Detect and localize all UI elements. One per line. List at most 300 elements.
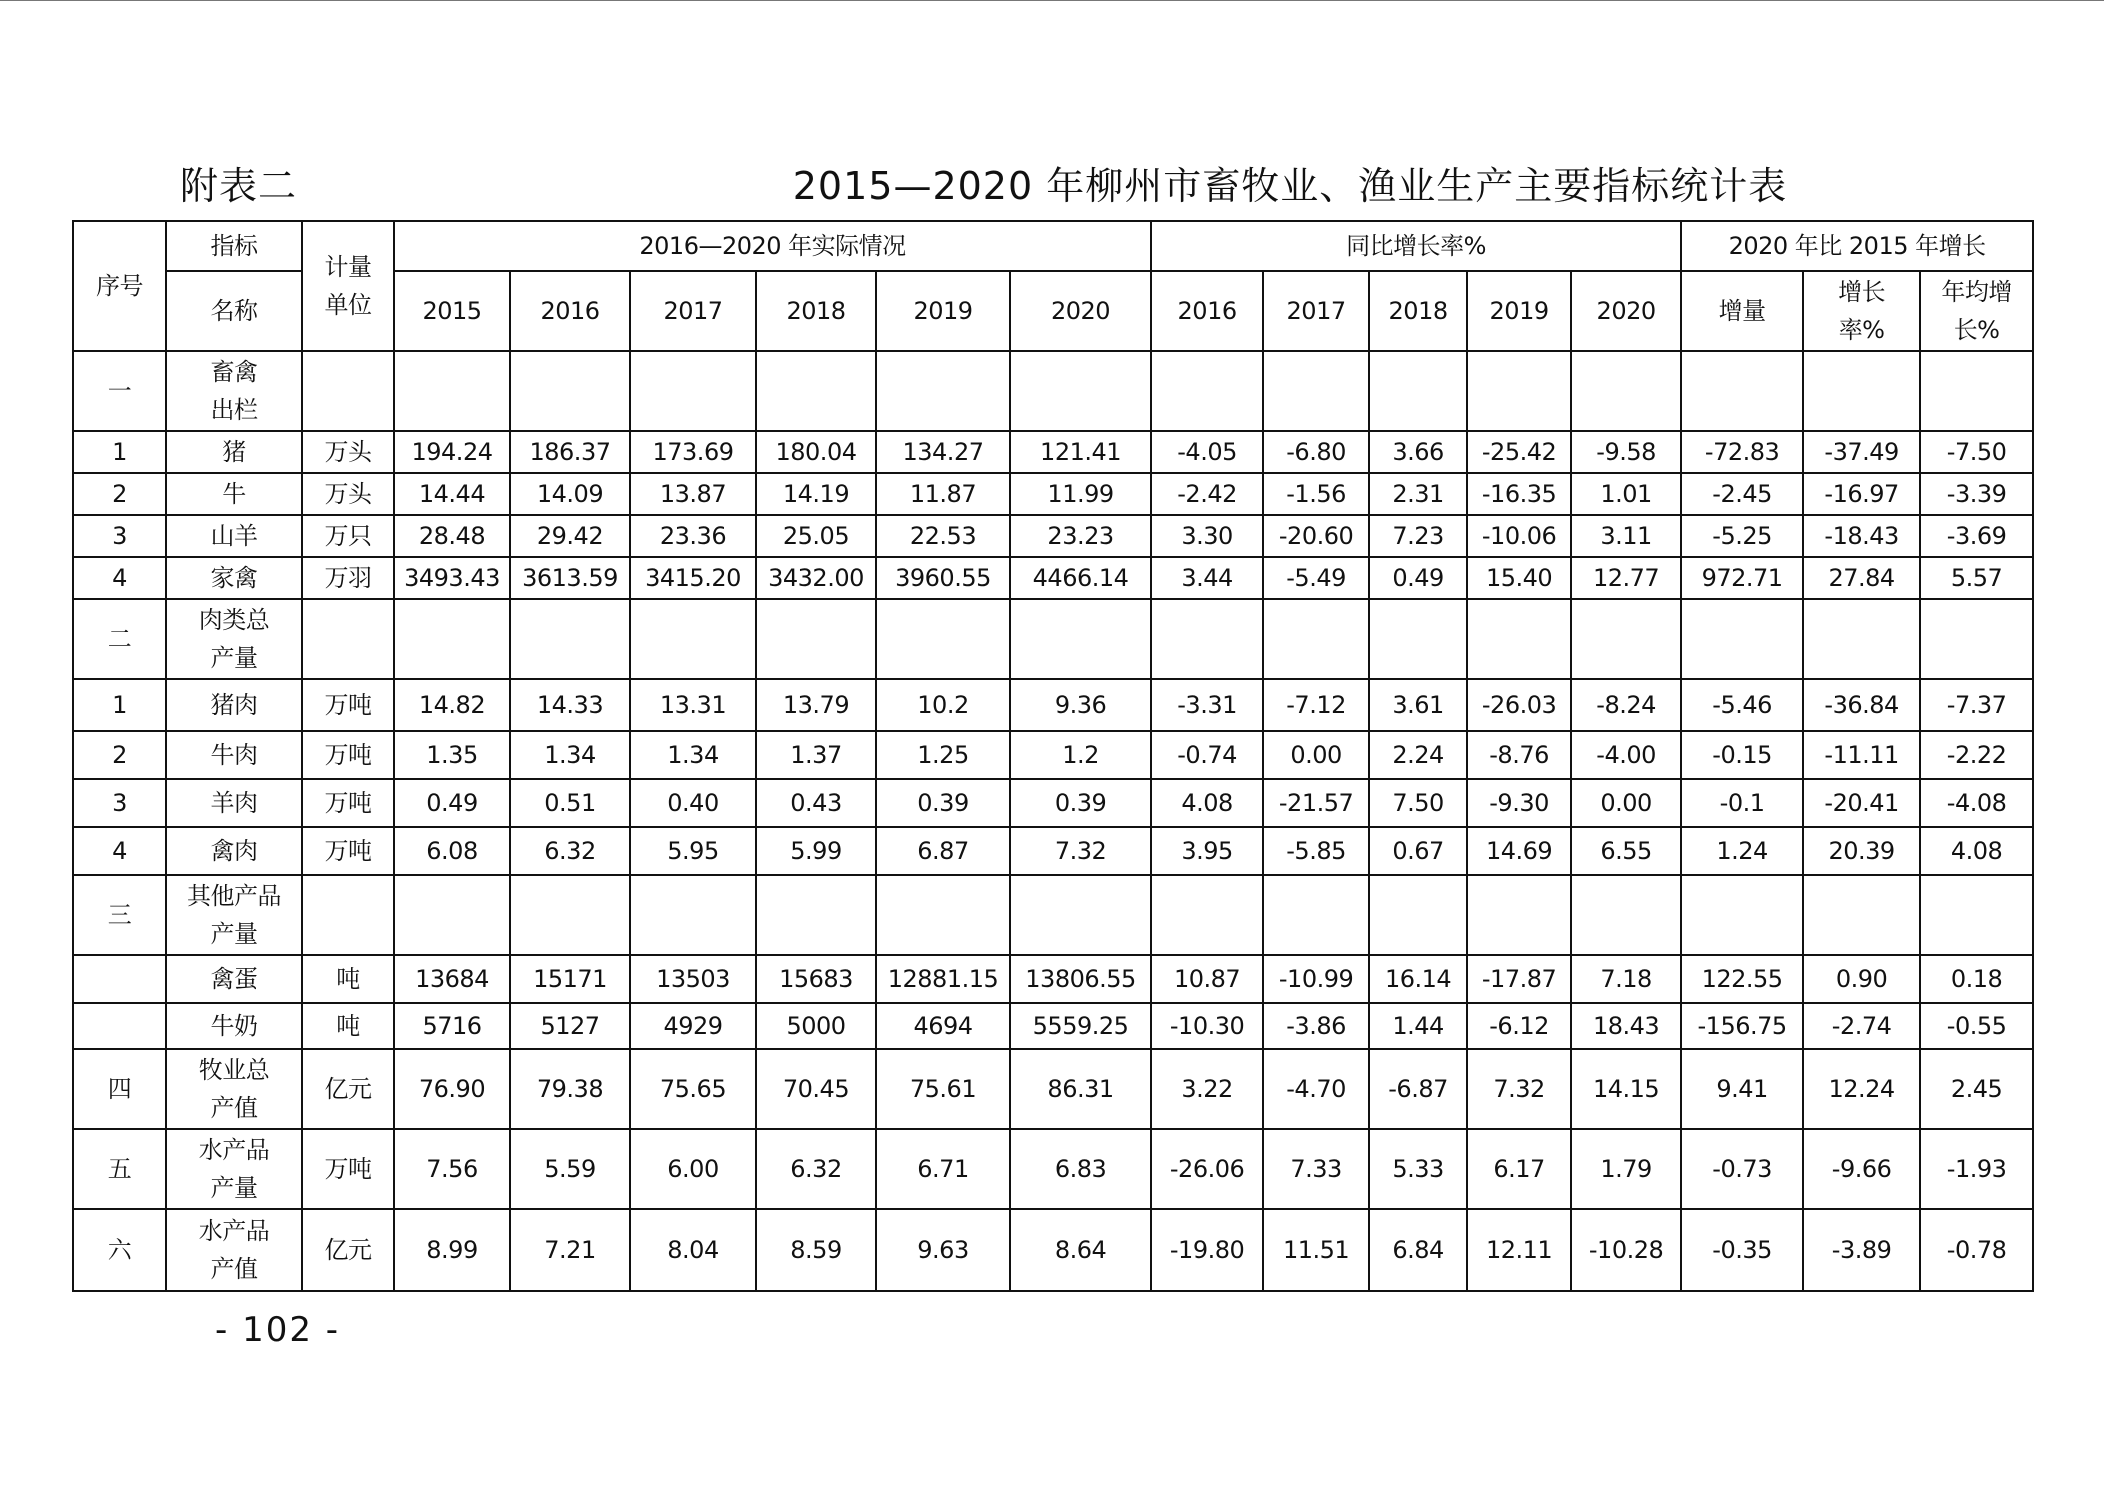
row-value: 134.27	[876, 431, 1010, 473]
row-seq	[73, 955, 166, 1003]
row-value: 75.65	[630, 1049, 756, 1129]
row-value: 12.11	[1467, 1209, 1571, 1291]
row-seq: 4	[73, 827, 166, 875]
row-unit: 万吨	[302, 1129, 394, 1209]
row-value: -3.89	[1803, 1209, 1920, 1291]
row-value: 4.08	[1920, 827, 2033, 875]
row-value: 4.08	[1151, 779, 1263, 827]
row-value: 15.40	[1467, 557, 1571, 599]
row-value: -6.12	[1467, 1003, 1571, 1049]
row-value	[1263, 351, 1369, 431]
row-value: 9.36	[1010, 679, 1151, 731]
wrapped-text-line: 产量	[210, 644, 258, 672]
row-value: -10.06	[1467, 515, 1571, 557]
row-value: 14.19	[756, 473, 876, 515]
row-value: 14.44	[394, 473, 510, 515]
row-value: -1.93	[1920, 1129, 2033, 1209]
row-value: 6.71	[876, 1129, 1010, 1209]
table-row	[73, 1209, 2033, 1291]
row-value: -37.49	[1803, 431, 1920, 473]
table-row	[73, 955, 2033, 1003]
row-value: 23.23	[1010, 515, 1151, 557]
row-seq: 3	[73, 515, 166, 557]
page-title: 2015—2020 年柳州市畜牧业、渔业生产主要指标统计表	[792, 164, 1788, 208]
row-value: 14.33	[510, 679, 630, 731]
row-value: 1.2	[1010, 731, 1151, 779]
row-value	[394, 875, 510, 955]
wrapped-text-line: 单位	[324, 291, 372, 319]
wrapped-text-line: 长%	[1953, 316, 2000, 344]
header-indicator: 指标	[166, 221, 302, 271]
row-value: 122.55	[1681, 955, 1803, 1003]
row-value: 0.39	[876, 779, 1010, 827]
row-value	[630, 599, 756, 679]
table-row	[73, 431, 2033, 473]
wrapped-text-line: 年均增	[1941, 278, 2012, 306]
row-value: 29.42	[510, 515, 630, 557]
wrapped-text-line: 计量	[324, 253, 372, 281]
row-unit: 万吨	[302, 679, 394, 731]
table-row	[73, 473, 2033, 515]
header-yoy: 同比增长率%	[1151, 221, 1681, 271]
row-value: -0.74	[1151, 731, 1263, 779]
row-unit: 万头	[302, 473, 394, 515]
row-value: 0.00	[1263, 731, 1369, 779]
row-value: 6.83	[1010, 1129, 1151, 1209]
wrapped-text-line: 出栏	[210, 396, 258, 424]
row-value	[756, 351, 876, 431]
row-unit: 万吨	[302, 779, 394, 827]
row-value: 3613.59	[510, 557, 630, 599]
row-value: 76.90	[394, 1049, 510, 1129]
wrapped-text-line: 水产品	[198, 1136, 270, 1164]
row-seq: 2	[73, 473, 166, 515]
row-value: -0.73	[1681, 1129, 1803, 1209]
row-value: -0.35	[1681, 1209, 1803, 1291]
row-value: 121.41	[1010, 431, 1151, 473]
row-value: -8.76	[1467, 731, 1571, 779]
row-value: -7.50	[1920, 431, 2033, 473]
row-value	[1571, 875, 1681, 955]
row-value: -8.24	[1571, 679, 1681, 731]
row-value	[1263, 599, 1369, 679]
row-value	[876, 875, 1010, 955]
row-value: 12.77	[1571, 557, 1681, 599]
row-value	[1467, 351, 1571, 431]
wrapped-text-line: 增长	[1838, 278, 1886, 306]
row-name	[166, 1049, 302, 1129]
row-value: 16.14	[1369, 955, 1467, 1003]
row-value: -2.42	[1151, 473, 1263, 515]
row-value: 0.49	[394, 779, 510, 827]
row-name: 羊肉	[166, 779, 302, 827]
row-value: -21.57	[1263, 779, 1369, 827]
row-value: -6.87	[1369, 1049, 1467, 1129]
row-value	[1803, 599, 1920, 679]
row-value: 13.79	[756, 679, 876, 731]
row-unit: 万吨	[302, 731, 394, 779]
row-value: 2.45	[1920, 1049, 2033, 1129]
row-value: 4694	[876, 1003, 1010, 1049]
row-seq: 四	[73, 1049, 166, 1129]
row-value	[510, 599, 630, 679]
page-number: - 102 -	[215, 1310, 341, 1350]
row-value: 1.25	[876, 731, 1010, 779]
row-value: -72.83	[1681, 431, 1803, 473]
row-value: -3.31	[1151, 679, 1263, 731]
appendix-label: 附表二	[180, 164, 298, 208]
row-value: -4.08	[1920, 779, 2033, 827]
row-value: 173.69	[630, 431, 756, 473]
row-value: 0.49	[1369, 557, 1467, 599]
row-value: -5.85	[1263, 827, 1369, 875]
row-seq: 1	[73, 431, 166, 473]
header-unit	[302, 221, 394, 351]
row-value: 5127	[510, 1003, 630, 1049]
row-value: 79.38	[510, 1049, 630, 1129]
row-value: 27.84	[1803, 557, 1920, 599]
row-seq: 一	[73, 351, 166, 431]
row-value	[1467, 599, 1571, 679]
row-value: -36.84	[1803, 679, 1920, 731]
row-unit: 万吨	[302, 827, 394, 875]
row-value	[510, 875, 630, 955]
row-value: 8.99	[394, 1209, 510, 1291]
row-value: 972.71	[1681, 557, 1803, 599]
row-value: 1.34	[630, 731, 756, 779]
row-seq: 二	[73, 599, 166, 679]
row-value: 3.66	[1369, 431, 1467, 473]
row-value: 2.24	[1369, 731, 1467, 779]
row-value: 1.37	[756, 731, 876, 779]
row-value	[1151, 351, 1263, 431]
row-value: 3432.00	[756, 557, 876, 599]
row-value: -4.70	[1263, 1049, 1369, 1129]
row-value: -20.60	[1263, 515, 1369, 557]
row-value	[1681, 351, 1803, 431]
row-unit: 亿元	[302, 1049, 394, 1129]
row-seq: 3	[73, 779, 166, 827]
table-row	[73, 599, 2033, 679]
table-row	[73, 557, 2033, 599]
row-name	[166, 875, 302, 955]
row-value: 6.87	[876, 827, 1010, 875]
row-value: 12881.15	[876, 955, 1010, 1003]
row-unit: 亿元	[302, 1209, 394, 1291]
row-value: -26.06	[1151, 1129, 1263, 1209]
row-value: 5.95	[630, 827, 756, 875]
row-value	[1010, 599, 1151, 679]
row-name: 禽蛋	[166, 955, 302, 1003]
row-value: 6.08	[394, 827, 510, 875]
row-value: -2.22	[1920, 731, 2033, 779]
row-value: 3.95	[1151, 827, 1263, 875]
row-value: 14.09	[510, 473, 630, 515]
row-value: 3.30	[1151, 515, 1263, 557]
row-value: 14.69	[1467, 827, 1571, 875]
row-value: 7.32	[1467, 1049, 1571, 1129]
table-row	[73, 515, 2033, 557]
row-value: 13.31	[630, 679, 756, 731]
row-name	[166, 1209, 302, 1291]
row-value: 5716	[394, 1003, 510, 1049]
row-value: 75.61	[876, 1049, 1010, 1129]
header-row-1	[73, 221, 2033, 271]
row-value: 10.87	[1151, 955, 1263, 1003]
row-value: -3.69	[1920, 515, 2033, 557]
table-row	[73, 875, 2033, 955]
row-seq: 六	[73, 1209, 166, 1291]
row-value: 5.33	[1369, 1129, 1467, 1209]
row-value: 86.31	[1010, 1049, 1151, 1129]
row-unit: 吨	[302, 1003, 394, 1049]
row-value: 0.00	[1571, 779, 1681, 827]
row-value: 0.18	[1920, 955, 2033, 1003]
row-value: 0.40	[630, 779, 756, 827]
row-value: -6.80	[1263, 431, 1369, 473]
row-value	[1803, 351, 1920, 431]
row-value	[630, 351, 756, 431]
row-value: 7.56	[394, 1129, 510, 1209]
header-year-yoy: 2020	[1571, 271, 1681, 351]
table-row	[73, 827, 2033, 875]
header-year-yoy: 2019	[1467, 271, 1571, 351]
row-value	[394, 351, 510, 431]
row-value	[1151, 875, 1263, 955]
row-unit: 万头	[302, 431, 394, 473]
row-value: -20.41	[1803, 779, 1920, 827]
row-value: 13.87	[630, 473, 756, 515]
wrapped-text-line: 产值	[210, 1255, 258, 1283]
row-unit: 万只	[302, 515, 394, 557]
row-value	[1369, 599, 1467, 679]
row-value: 8.59	[756, 1209, 876, 1291]
header-year-yoy: 2016	[1151, 271, 1263, 351]
wrapped-text-line: 产量	[210, 1174, 258, 1202]
row-value: -4.00	[1571, 731, 1681, 779]
wrapped-text-line: 率%	[1838, 316, 1885, 344]
row-value	[1151, 599, 1263, 679]
table-row	[73, 779, 2033, 827]
header-year-actual: 2017	[630, 271, 756, 351]
row-value: 11.87	[876, 473, 1010, 515]
row-value: 1.24	[1681, 827, 1803, 875]
row-value	[756, 875, 876, 955]
row-value: 14.15	[1571, 1049, 1681, 1129]
row-value: 4929	[630, 1003, 756, 1049]
wrapped-text-line: 产量	[210, 920, 258, 948]
row-value: -156.75	[1681, 1003, 1803, 1049]
header-year-actual: 2019	[876, 271, 1010, 351]
row-value: 8.64	[1010, 1209, 1151, 1291]
row-value: 25.05	[756, 515, 876, 557]
row-seq: 4	[73, 557, 166, 599]
row-value: 5559.25	[1010, 1003, 1151, 1049]
header-year-actual: 2015	[394, 271, 510, 351]
row-name: 猪肉	[166, 679, 302, 731]
row-value: 5.99	[756, 827, 876, 875]
row-value: -16.97	[1803, 473, 1920, 515]
row-seq: 三	[73, 875, 166, 955]
row-value: -0.15	[1681, 731, 1803, 779]
header-name: 名称	[166, 271, 302, 351]
row-value: 9.63	[876, 1209, 1010, 1291]
row-value: 6.32	[510, 827, 630, 875]
row-value	[1681, 599, 1803, 679]
row-value	[876, 351, 1010, 431]
row-name: 禽肉	[166, 827, 302, 875]
row-seq: 五	[73, 1129, 166, 1209]
row-value: -5.25	[1681, 515, 1803, 557]
row-value: -1.56	[1263, 473, 1369, 515]
row-value: 18.43	[1571, 1003, 1681, 1049]
row-value: 9.41	[1681, 1049, 1803, 1129]
row-value	[1571, 599, 1681, 679]
row-name	[166, 351, 302, 431]
row-value: -3.86	[1263, 1003, 1369, 1049]
row-value	[1010, 351, 1151, 431]
row-value: -11.11	[1803, 731, 1920, 779]
row-value: -0.1	[1681, 779, 1803, 827]
row-value: -2.74	[1803, 1003, 1920, 1049]
row-value: 3.22	[1151, 1049, 1263, 1129]
row-value: -26.03	[1467, 679, 1571, 731]
row-value	[630, 875, 756, 955]
header-increase: 增量	[1681, 271, 1803, 351]
header-year-actual: 2018	[756, 271, 876, 351]
row-value	[510, 351, 630, 431]
wrapped-text-line: 畜禽	[210, 358, 258, 386]
row-value: -7.12	[1263, 679, 1369, 731]
row-value: 1.34	[510, 731, 630, 779]
row-value: -0.78	[1920, 1209, 2033, 1291]
row-value: 3.61	[1369, 679, 1467, 731]
row-value: 6.55	[1571, 827, 1681, 875]
row-value: 2.31	[1369, 473, 1467, 515]
row-value	[1263, 875, 1369, 955]
row-value: -17.87	[1467, 955, 1571, 1003]
row-value: 7.23	[1369, 515, 1467, 557]
row-value: 6.17	[1467, 1129, 1571, 1209]
row-value: 7.32	[1010, 827, 1151, 875]
row-value: 5.57	[1920, 557, 2033, 599]
row-value: -10.99	[1263, 955, 1369, 1003]
statistics-table	[72, 220, 2034, 1292]
row-value: 12.24	[1803, 1049, 1920, 1129]
row-seq: 1	[73, 679, 166, 731]
row-name: 牛奶	[166, 1003, 302, 1049]
row-unit	[302, 875, 394, 955]
row-value: -19.80	[1151, 1209, 1263, 1291]
row-value: 6.00	[630, 1129, 756, 1209]
row-value	[1467, 875, 1571, 955]
row-value: -4.05	[1151, 431, 1263, 473]
row-value: -2.45	[1681, 473, 1803, 515]
row-value: -10.30	[1151, 1003, 1263, 1049]
row-unit: 万羽	[302, 557, 394, 599]
row-value: 11.51	[1263, 1209, 1369, 1291]
row-value	[1571, 351, 1681, 431]
row-seq	[73, 1003, 166, 1049]
table-row	[73, 1129, 2033, 1209]
row-value: 22.53	[876, 515, 1010, 557]
row-value: 1.79	[1571, 1129, 1681, 1209]
row-value	[1681, 875, 1803, 955]
row-value: -9.30	[1467, 779, 1571, 827]
top-border-line	[0, 0, 2104, 1]
row-value: 0.90	[1803, 955, 1920, 1003]
header-compare: 2020 年比 2015 年增长	[1681, 221, 2033, 271]
row-seq: 2	[73, 731, 166, 779]
row-unit	[302, 599, 394, 679]
row-value: 6.32	[756, 1129, 876, 1209]
row-value: -7.37	[1920, 679, 2033, 731]
row-value: 186.37	[510, 431, 630, 473]
row-value: -16.35	[1467, 473, 1571, 515]
row-value: 15683	[756, 955, 876, 1003]
header-year-actual: 2020	[1010, 271, 1151, 351]
row-value: 1.44	[1369, 1003, 1467, 1049]
row-value: 1.35	[394, 731, 510, 779]
row-name: 家禽	[166, 557, 302, 599]
row-value: -9.66	[1803, 1129, 1920, 1209]
table-body	[73, 221, 2033, 1291]
row-value: 13503	[630, 955, 756, 1003]
header-growth-rate	[1803, 271, 1920, 351]
row-value: 11.99	[1010, 473, 1151, 515]
row-value	[1369, 875, 1467, 955]
header-avg-growth	[1920, 271, 2033, 351]
header-seq: 序号	[73, 221, 166, 351]
row-value: 3415.20	[630, 557, 756, 599]
row-name	[166, 1129, 302, 1209]
row-value: 10.2	[876, 679, 1010, 731]
row-name: 猪	[166, 431, 302, 473]
row-value: 13806.55	[1010, 955, 1151, 1003]
row-name: 牛肉	[166, 731, 302, 779]
wrapped-text-line: 肉类总	[198, 606, 270, 634]
row-value: 20.39	[1803, 827, 1920, 875]
row-value: -0.55	[1920, 1003, 2033, 1049]
row-value: -18.43	[1803, 515, 1920, 557]
row-value: 3960.55	[876, 557, 1010, 599]
row-name	[166, 599, 302, 679]
row-value: 0.51	[510, 779, 630, 827]
header-year-yoy: 2018	[1369, 271, 1467, 351]
row-value: -9.58	[1571, 431, 1681, 473]
row-value: 3493.43	[394, 557, 510, 599]
row-value	[1369, 351, 1467, 431]
row-value: 8.04	[630, 1209, 756, 1291]
row-value: 180.04	[756, 431, 876, 473]
row-value	[1920, 875, 2033, 955]
table-row	[73, 1049, 2033, 1129]
wrapped-text-line: 其他产品	[187, 882, 281, 910]
row-value: 7.18	[1571, 955, 1681, 1003]
row-value: 7.33	[1263, 1129, 1369, 1209]
header-actual: 2016—2020 年实际情况	[394, 221, 1151, 271]
row-value	[394, 599, 510, 679]
row-value: -5.46	[1681, 679, 1803, 731]
row-value: -10.28	[1571, 1209, 1681, 1291]
row-value	[1010, 875, 1151, 955]
row-value: 23.36	[630, 515, 756, 557]
row-value: 194.24	[394, 431, 510, 473]
row-value: 3.44	[1151, 557, 1263, 599]
row-value: -5.49	[1263, 557, 1369, 599]
row-value: 4466.14	[1010, 557, 1151, 599]
table-row	[73, 731, 2033, 779]
